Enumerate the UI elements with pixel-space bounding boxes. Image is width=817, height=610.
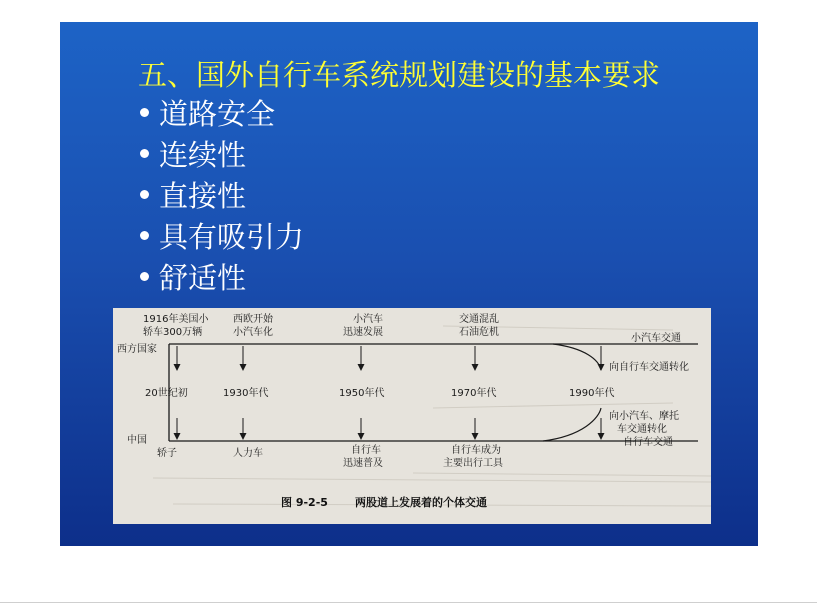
- china-to-car-curve: [543, 408, 601, 441]
- bullet-item: [140, 174, 304, 215]
- china-shift-label: 车交通转化: [617, 424, 667, 435]
- west-event: 交通混乱: [459, 314, 499, 325]
- west-to-bike-curve: [553, 344, 601, 370]
- bullet-dot-icon: [140, 190, 149, 199]
- era-label: 1990年代: [569, 388, 615, 399]
- bullet-item: [140, 256, 304, 297]
- china-label: 中国: [127, 435, 147, 446]
- timeline-figure: [113, 308, 711, 524]
- bullet-text: 道路安全: [159, 97, 276, 131]
- bullet-list: [140, 92, 304, 297]
- bullet-dot-icon: [140, 149, 149, 158]
- china-event: 人力车: [233, 448, 263, 459]
- west-event: 轿车300万辆: [143, 327, 203, 338]
- slide-title: 五、国外自行车系统规划建设的基本要求: [138, 58, 661, 92]
- bullet-dot-icon: [140, 231, 149, 240]
- era-label: 1930年代: [223, 388, 269, 399]
- era-label: 1950年代: [339, 388, 385, 399]
- china-event: 迅速普及: [343, 458, 383, 469]
- era-label: 1970年代: [451, 388, 497, 399]
- bullet-item: [140, 215, 304, 256]
- west-event: 石油危机: [459, 327, 499, 338]
- china-end-label: 自行车交通: [623, 437, 673, 448]
- china-event: 轿子: [157, 448, 177, 459]
- bullet-text: 直接性: [159, 179, 247, 213]
- bullet-text: 连续性: [159, 138, 247, 172]
- figure-caption-text: 两股道上发展着的个体交通: [355, 496, 487, 509]
- bullet-item: [140, 133, 304, 174]
- china-event: 自行车: [351, 445, 381, 456]
- china-event: 自行车成为: [451, 445, 501, 456]
- page-bottom-border: [0, 602, 817, 603]
- west-event: 1916年美国小: [143, 314, 209, 325]
- west-event: 迅速发展: [343, 327, 383, 338]
- west-end-label: 小汽车交通: [631, 333, 681, 344]
- bullet-dot-icon: [140, 272, 149, 281]
- bullet-item: [140, 92, 304, 133]
- china-shift-label: 向小汽车、摩托: [609, 411, 679, 422]
- slide: [60, 22, 758, 546]
- bullet-dot-icon: [140, 108, 149, 117]
- west-event: 小汽车: [353, 314, 383, 325]
- bullet-text: 舒适性: [159, 261, 247, 295]
- west-label: 西方国家: [117, 344, 157, 355]
- west-event: 西欧开始: [233, 314, 273, 325]
- timeline-diagram: [113, 308, 711, 524]
- west-event: 小汽车化: [233, 327, 273, 338]
- bullet-text: 具有吸引力: [159, 220, 305, 254]
- era-label: 20世纪初: [145, 388, 188, 399]
- west-shift-label: 向自行车交通转化: [609, 362, 689, 373]
- china-event: 主要出行工具: [443, 458, 503, 469]
- figure-caption-number: 图 9-2-5: [281, 496, 328, 509]
